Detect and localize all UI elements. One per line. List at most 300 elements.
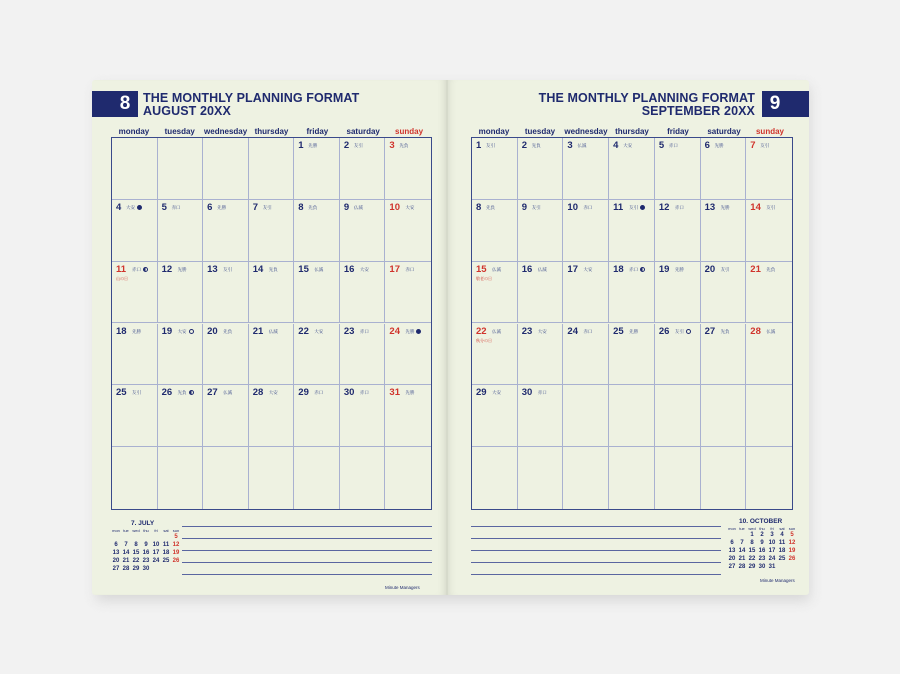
mini-day [737,531,747,539]
day-number: 10 [389,201,400,213]
moon-phase-icon [640,205,645,210]
mini-day: 27 [112,566,120,572]
day-cell[interactable] [609,262,655,324]
mini-day: 19 [172,550,180,556]
mini-day: 24 [768,556,776,562]
day-number: 8 [298,201,304,213]
day-cell[interactable] [609,324,655,386]
day-number: 20 [207,325,218,337]
day-cell[interactable] [746,385,792,447]
day-cell[interactable] [340,385,386,447]
moon-phase-icon [143,267,148,272]
day-cell[interactable] [112,324,158,386]
mini-day: 14 [122,550,130,556]
day-cell[interactable] [385,324,431,386]
day-cell[interactable] [249,200,295,262]
weekday-wednesday: wednesday [204,127,248,136]
day-cell[interactable] [701,324,747,386]
mini-weekday: fri [770,525,774,531]
day-cell[interactable] [249,138,295,200]
mini-day: 18 [162,550,170,556]
mini-day: 5 [174,534,178,540]
rokuyo-label: 先勝 [308,143,318,148]
day-number: 16 [521,263,533,275]
day-cell[interactable] [563,324,609,386]
rokuyo-label: 友引 [629,204,639,210]
mini-day: 25 [778,556,786,562]
day-cell[interactable] [249,447,295,509]
mini-weekday: mon [728,525,736,531]
day-cell[interactable] [385,385,431,447]
day-cell[interactable] [340,138,386,200]
day-cell[interactable] [472,262,518,324]
mini-weekday: thu [143,527,149,533]
mini-day: 12 [788,540,796,546]
day-cell[interactable] [563,138,609,200]
rokuyo-label: 先勝 [405,390,415,396]
rokuyo-label: 友引 [262,204,272,210]
mini-day: 25 [162,558,170,564]
day-number: 1 [476,140,482,151]
weekday-friday: friday [306,127,329,136]
rokuyo-label: 先負 [223,328,233,334]
rokuyo-label: 先負 [486,204,495,210]
mini-day: 7 [740,540,744,546]
mini-day [777,563,787,571]
day-cell[interactable] [294,385,340,447]
holiday-label: 秋分の日 [476,337,492,343]
day-number: 2 [343,140,350,151]
day-number: 19 [161,325,173,337]
day-cell[interactable] [472,200,518,262]
day-number: 13 [704,201,716,213]
day-number: 7 [750,140,756,151]
mini-weekday: fri [154,527,158,533]
rokuyo-label: 仏滅 [537,266,547,272]
mini-day: 6 [114,542,118,548]
mini-day: 7 [124,542,128,548]
day-number: 11 [613,201,624,213]
mini-day: 3 [770,532,774,538]
day-cell[interactable] [701,138,747,200]
rokuyo-label: 大安 [177,328,187,334]
note-line[interactable] [182,526,432,527]
rokuyo-label: 先負 [308,204,318,210]
mini-day: 17 [768,548,776,554]
rokuyo-label: 先勝 [629,328,639,334]
mini-day: 8 [134,542,138,548]
holiday-label: 山の日 [116,275,128,281]
mini-day: 1 [750,532,754,538]
left-header-band [92,91,112,117]
day-cell[interactable] [294,138,340,200]
day-cell[interactable] [746,262,792,324]
rokuyo-label: 大安 [268,390,278,396]
day-cell[interactable] [609,138,655,200]
mini-weekday: sat [163,527,169,533]
mini-weekday: wed [132,527,140,533]
weekday-sunday: sunday [755,127,784,136]
mini-day: 23 [758,556,766,562]
day-number: 17 [567,263,578,275]
day-cell[interactable] [294,324,340,386]
day-cell[interactable] [340,324,386,386]
day-number: 7 [252,201,258,213]
mini-calendar-table [111,527,181,573]
mini-day: 20 [112,558,120,564]
day-number: 29 [476,387,487,399]
mini-day: 22 [748,556,756,562]
day-number: 26 [161,387,173,399]
day-cell[interactable] [563,447,609,509]
mini-day: 16 [142,550,150,556]
day-cell[interactable] [112,138,158,200]
mini-day [171,565,181,573]
day-cell[interactable] [249,385,295,447]
moon-phase-icon [189,329,194,334]
day-cell[interactable] [203,138,249,200]
rokuyo-label: 先負 [399,143,409,148]
rokuyo-label: 赤口 [629,266,639,272]
rokuyo-label: 大安 [623,143,633,148]
day-number: 5 [161,201,167,213]
mini-day: 2 [760,532,764,538]
mini-day: 29 [748,564,756,570]
day-cell[interactable] [609,200,655,262]
day-number: 18 [116,325,127,337]
day-cell[interactable] [158,324,204,386]
day-cell[interactable] [746,138,792,200]
rokuyo-label: 赤口 [583,328,593,334]
left-title-line2: AUGUST 20XX [143,104,231,118]
day-cell[interactable] [249,324,295,386]
day-cell[interactable] [158,447,204,509]
mini-day: 11 [778,540,786,546]
day-number: 6 [704,140,710,151]
day-cell[interactable] [746,447,792,509]
note-line[interactable] [182,574,432,575]
day-number: 4 [613,140,619,151]
weekday-friday: friday [667,127,689,136]
rokuyo-label: 先勝 [405,328,415,334]
rokuyo-label: 先勝 [720,204,730,210]
note-line[interactable] [182,562,432,563]
moon-phase-icon [640,267,645,272]
rokuyo-label: 先負 [177,390,187,396]
mini-day: 30 [142,566,150,572]
rokuyo-label: 仏滅 [766,328,776,334]
day-number: 23 [343,325,355,337]
mini-day: 14 [738,548,746,554]
moon-phase-icon [416,329,421,334]
day-number: 10 [567,201,578,213]
day-cell[interactable] [518,447,564,509]
day-number: 25 [613,325,624,337]
moon-phase-icon [189,390,194,395]
mini-day [111,533,121,541]
weekday-sunday: sunday [395,127,424,136]
mini-calendar-table [727,525,797,571]
day-number: 30 [521,387,533,399]
day-number: 19 [658,263,670,275]
day-cell[interactable] [158,200,204,262]
rokuyo-label: 仏滅 [223,390,233,396]
day-number: 8 [476,201,482,213]
day-cell[interactable] [385,138,431,200]
mini-day [151,565,161,573]
day-cell[interactable] [655,447,701,509]
day-cell[interactable] [294,447,340,509]
day-cell[interactable] [203,262,249,324]
mini-weekday: tue [739,525,745,531]
right-footer-brand: Minute Managers [760,578,795,583]
rokuyo-label: 赤口 [171,204,181,210]
day-cell[interactable] [112,447,158,509]
note-line[interactable] [182,550,432,551]
mini-day: 15 [132,550,140,556]
day-cell[interactable] [655,385,701,447]
mini-day [161,565,171,573]
mini-day: 28 [738,564,746,570]
mini-day: 31 [768,564,776,570]
rokuyo-label: 友引 [720,266,730,272]
day-number: 24 [567,325,578,337]
day-number: 3 [567,140,573,151]
rokuyo-label: 赤口 [132,266,141,272]
day-cell[interactable] [472,138,518,200]
rokuyo-label: 赤口 [314,390,324,396]
weekday-monday: monday [118,127,150,136]
day-cell[interactable] [294,200,340,262]
rokuyo-label: 仏滅 [492,266,501,272]
mini-day [141,533,151,541]
day-cell[interactable] [518,138,564,200]
day-cell[interactable] [294,262,340,324]
rokuyo-label: 先勝 [674,266,684,272]
mini-weekday: sat [779,525,785,531]
weekday-thursday: thursday [254,127,289,136]
right-month-number: 9 [762,91,788,117]
day-number: 6 [207,201,213,213]
day-number: 22 [298,325,309,337]
rokuyo-label: 先負 [531,143,541,148]
day-cell[interactable] [518,262,564,324]
day-cell[interactable] [249,262,295,324]
mini-weekday: thu [759,525,765,531]
day-cell[interactable] [158,138,204,200]
mini-day [151,533,161,541]
day-number: 27 [207,387,218,399]
day-cell[interactable] [472,447,518,509]
day-cell[interactable] [472,385,518,447]
day-cell[interactable] [518,385,564,447]
day-number: 26 [658,325,670,337]
mini-day: 20 [728,556,736,562]
day-cell[interactable] [385,200,431,262]
mini-day: 26 [788,556,796,562]
day-number: 11 [116,263,127,275]
day-cell[interactable] [655,200,701,262]
mini-day: 11 [162,542,170,548]
rokuyo-label: 友引 [531,204,541,210]
left-month-number: 8 [112,91,138,117]
rokuyo-label: 先勝 [217,204,227,210]
note-line[interactable] [471,562,721,563]
mini-day: 13 [728,548,736,554]
rokuyo-label: 友引 [674,328,684,334]
day-cell[interactable] [340,200,386,262]
rokuyo-label: 大安 [359,266,369,272]
mini-day: 12 [172,542,180,548]
day-cell[interactable] [203,324,249,386]
rokuyo-label: 友引 [760,143,770,148]
mini-day: 17 [152,550,160,556]
day-cell[interactable] [701,200,747,262]
mini-day: 30 [758,564,766,570]
mini-day [161,533,171,541]
day-cell[interactable] [112,262,158,324]
day-number: 18 [613,263,624,275]
mini-day: 5 [790,532,794,538]
day-cell[interactable] [746,200,792,262]
day-number: 9 [343,201,350,213]
rokuyo-label: 大安 [126,204,135,210]
day-cell[interactable] [203,447,249,509]
note-line[interactable] [471,574,721,575]
day-cell[interactable] [385,262,431,324]
rokuyo-label: 友引 [353,143,363,148]
day-cell[interactable] [203,200,249,262]
mini-calendar-title: 7. JULY [131,520,155,527]
day-number: 2 [521,140,527,151]
day-number: 21 [252,325,264,337]
weekday-saturday: saturday [707,127,741,136]
rokuyo-label: 先勝 [132,328,141,334]
day-cell[interactable] [203,385,249,447]
day-number: 20 [704,263,716,275]
mini-day: 21 [738,556,746,562]
day-cell[interactable] [518,200,564,262]
mini-day: 16 [758,548,766,554]
day-cell[interactable] [701,447,747,509]
rokuyo-label: 仏滅 [268,328,278,334]
day-number: 13 [207,263,218,275]
day-cell[interactable] [563,385,609,447]
day-cell[interactable] [701,385,747,447]
rokuyo-label: 大安 [537,328,547,334]
rokuyo-label: 赤口 [359,390,369,396]
day-number: 14 [252,263,264,275]
weekday-saturday: saturday [346,127,380,136]
day-number: 14 [750,201,761,213]
right-month-grid [471,137,793,510]
rokuyo-label: 仏滅 [314,266,324,272]
day-cell[interactable] [518,324,564,386]
rokuyo-label: 先勝 [714,143,724,148]
left-mini-calendar [111,520,181,573]
rokuyo-label: 先負 [268,266,278,272]
day-cell[interactable] [340,262,386,324]
day-cell[interactable] [472,324,518,386]
note-line[interactable] [182,538,432,539]
day-cell[interactable] [655,324,701,386]
day-cell[interactable] [385,447,431,509]
mini-day: 4 [780,532,784,538]
rokuyo-label: 大安 [405,204,415,210]
day-number: 23 [521,325,533,337]
day-cell[interactable] [746,324,792,386]
day-cell[interactable] [701,262,747,324]
mini-day [727,531,737,539]
mini-weekday: sun [172,527,180,533]
day-cell[interactable] [340,447,386,509]
rokuyo-label: 赤口 [668,143,678,148]
rokuyo-label: 先負 [720,328,730,334]
right-title-line1: THE MONTHLY PLANNING FORMAT [538,91,755,105]
day-cell[interactable] [609,385,655,447]
mini-weekday: mon [112,527,120,533]
note-line[interactable] [471,538,721,539]
right-title-line2: SEPTEMBER 20XX [641,104,755,118]
day-number: 16 [343,263,355,275]
weekday-monday: monday [478,127,510,136]
day-cell[interactable] [609,447,655,509]
moon-phase-icon [137,205,142,210]
mini-day: 21 [122,558,130,564]
left-footer-brand: Minute Managers [385,585,420,590]
day-cell[interactable] [158,262,204,324]
moon-phase-icon [686,329,691,334]
rokuyo-label: 友引 [486,143,495,148]
mini-day: 15 [748,548,756,554]
day-cell[interactable] [158,385,204,447]
mini-day: 26 [172,558,180,564]
mini-weekday: wed [748,525,756,531]
day-cell[interactable] [112,385,158,447]
rokuyo-label: 赤口 [537,390,547,396]
day-number: 9 [521,201,527,213]
day-number: 1 [298,140,304,151]
left-month-grid [111,137,432,510]
rokuyo-label: 仏滅 [353,204,363,210]
day-cell[interactable] [563,262,609,324]
note-line[interactable] [471,526,721,527]
day-cell[interactable] [655,262,701,324]
mini-day: 9 [144,542,148,548]
day-cell[interactable] [112,200,158,262]
note-line[interactable] [471,550,721,551]
day-cell[interactable] [563,200,609,262]
day-number: 29 [298,387,309,399]
day-number: 24 [389,325,400,337]
mini-day [131,533,141,541]
rokuyo-label: 友引 [223,266,233,272]
mini-day: 10 [768,540,776,546]
rokuyo-label: 赤口 [405,266,415,272]
mini-calendar-title: 10. OCTOBER [739,518,783,525]
day-cell[interactable] [655,138,701,200]
rokuyo-label: 先負 [766,266,776,272]
mini-day: 27 [728,564,736,570]
mini-day: 23 [142,558,150,564]
day-number: 4 [116,201,122,213]
mini-day: 22 [132,558,140,564]
mini-day: 29 [132,566,140,572]
mini-day: 9 [760,540,764,546]
mini-day: 8 [750,540,754,546]
left-title-line1: THE MONTHLY PLANNING FORMAT [143,91,360,105]
weekday-thursday: thursday [615,127,649,136]
